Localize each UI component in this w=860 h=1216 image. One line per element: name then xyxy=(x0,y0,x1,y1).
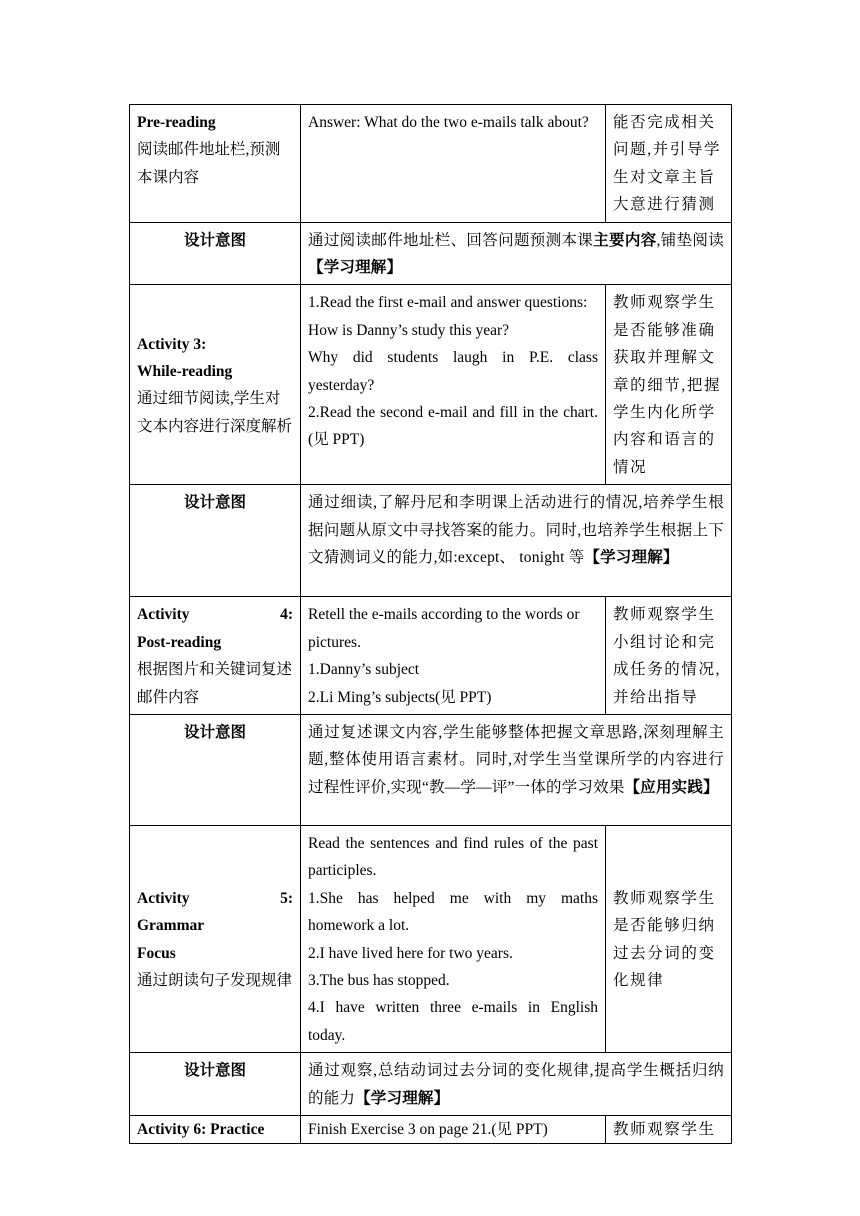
design-intent-cell xyxy=(301,1053,732,1116)
design-intent-text: 通过阅读邮件地址栏、回答问题预测本课 xyxy=(308,231,594,249)
activity-line: Read the sentences and find rules of the past participles. xyxy=(308,834,598,880)
design-intent-label: 设计意图 xyxy=(130,1053,301,1116)
row-activity-4 xyxy=(130,597,732,715)
row-design-intent xyxy=(130,485,732,597)
evaluation-cell xyxy=(606,285,732,485)
activity-line: 2.Li Ming’s subjects(见 PPT) xyxy=(308,688,492,706)
design-intent-text: 通过细读,了解丹尼和李明课上活动进行的情况,培养学生根据问题从原文中寻找答案的能力。同时,也培养学生根据上下文猜测词义的能力,如:except、 tonight 等 xyxy=(308,494,724,567)
stage-title: Activity xyxy=(137,889,190,907)
evaluation-text: 教师观察学生是否能够准确获取并理解文章的细节,把握学生内化所学内容和语言的情况 xyxy=(613,294,722,476)
activity-line: 1.Read the first e-mail and answer questions: xyxy=(308,294,588,312)
evaluation-text: 教师观察学生 xyxy=(613,1120,716,1138)
design-intent-label: 设计意图 xyxy=(130,222,301,285)
stage-number: 5: xyxy=(280,889,293,907)
activity-line: How is Danny’s study this year? xyxy=(308,321,510,339)
design-intent-cell xyxy=(301,485,732,597)
activity-line: 2.Read the second e-mail and fill in the chart.(见 PPT) xyxy=(308,404,598,449)
stage-cell xyxy=(130,1115,301,1143)
evaluation-text: 教师观察学生小组讨论和完成任务的情况,并给出指导 xyxy=(613,606,722,706)
evaluation-text: 教师观察学生是否能够归纳过去分词的变化规律 xyxy=(613,889,716,989)
design-intent-tag: 【学习理解】 xyxy=(355,1089,450,1107)
stage-title-row xyxy=(137,885,293,912)
stage-desc: 通过细节阅读,学生对文本内容进行深度解析 xyxy=(137,390,293,435)
row-design-intent xyxy=(130,1053,732,1116)
activity-content-cell xyxy=(301,597,606,715)
design-intent-text-end: ,铺垫阅读 xyxy=(656,231,724,249)
design-intent-cell xyxy=(301,714,732,825)
stage-subtitle: Post-reading xyxy=(137,633,222,651)
stage-cell xyxy=(130,285,301,485)
stage-title: Pre-reading xyxy=(137,114,216,131)
row-pre-reading xyxy=(130,105,732,223)
stage-cell xyxy=(130,825,301,1052)
row-activity-5 xyxy=(130,825,732,1052)
stage-cell xyxy=(130,105,301,223)
evaluation-cell xyxy=(606,597,732,715)
stage-title: Activity 6: Practice xyxy=(137,1120,265,1138)
row-activity-3 xyxy=(130,285,732,485)
evaluation-text: 能否完成相关问题,并引导学生对文章主旨大意进行猜测 xyxy=(613,114,722,214)
stage-subtitle: Focus xyxy=(137,944,176,962)
activity-line: 4.I have written three e-mails in English today. xyxy=(308,999,598,1044)
evaluation-cell xyxy=(606,825,732,1052)
design-intent-label: 设计意图 xyxy=(130,714,301,825)
stage-desc: 阅读邮件地址栏,预测本课内容 xyxy=(137,141,281,186)
design-intent-text: 通过复述课文内容,学生能够整体把握文章思路,深刻理解主题,整体使用语言素材。同时,对学生当堂课所学的内容进行过程性评价,实现“教—学—评”一体的学习效果 xyxy=(308,723,724,796)
stage-title: Activity 3: xyxy=(137,335,207,353)
design-intent-tag: 【学习理解】 xyxy=(308,259,403,277)
stage-desc: 根据图片和关键词复述邮件内容 xyxy=(137,661,293,706)
activity-line: Why did students laugh in P.E. class yesterday? xyxy=(308,349,598,394)
stage-number: 4: xyxy=(280,606,293,624)
activity-line: 1.Danny’s subject xyxy=(308,661,420,679)
stage-desc: 通过朗读句子发现规律 xyxy=(137,971,293,989)
design-intent-text: 通过观察,总结动词过去分词的变化规律,提高学生概括归纳的能力 xyxy=(308,1062,724,1107)
stage-title: Activity xyxy=(137,606,190,624)
stage-cell xyxy=(130,597,301,715)
activity-line: 3.The bus has stopped. xyxy=(308,971,450,989)
stage-subtitle: While-reading xyxy=(137,362,233,380)
design-intent-emphasis: 主要内容 xyxy=(593,231,657,249)
evaluation-cell xyxy=(606,105,732,223)
activity-content-cell xyxy=(301,105,606,223)
activity-content-cell xyxy=(301,1115,606,1143)
design-intent-tag: 【应用实践】 xyxy=(624,778,719,796)
activity-content-cell xyxy=(301,285,606,485)
activity-content: Answer: What do the two e-mails talk about? xyxy=(308,114,589,131)
row-design-intent xyxy=(130,222,732,285)
design-intent-label: 设计意图 xyxy=(130,485,301,597)
activity-line: Retell the e-mails according to the words or pictures. xyxy=(308,606,580,651)
row-design-intent xyxy=(130,714,732,825)
activity-line: 2.I have lived here for two years. xyxy=(308,944,513,962)
stage-title-row xyxy=(137,601,293,628)
activity-content: Finish Exercise 3 on page 21.(见 PPT) xyxy=(308,1120,548,1138)
design-intent-tag: 【学习理解】 xyxy=(584,549,679,567)
row-activity-6 xyxy=(130,1115,732,1143)
evaluation-cell xyxy=(606,1115,732,1143)
activity-content-cell xyxy=(301,825,606,1052)
stage-subtitle: Grammar xyxy=(137,917,205,935)
activity-line: 1.She has helped me with my maths homework a lot. xyxy=(308,889,598,935)
lesson-plan-table xyxy=(129,104,732,1144)
design-intent-cell xyxy=(301,222,732,285)
